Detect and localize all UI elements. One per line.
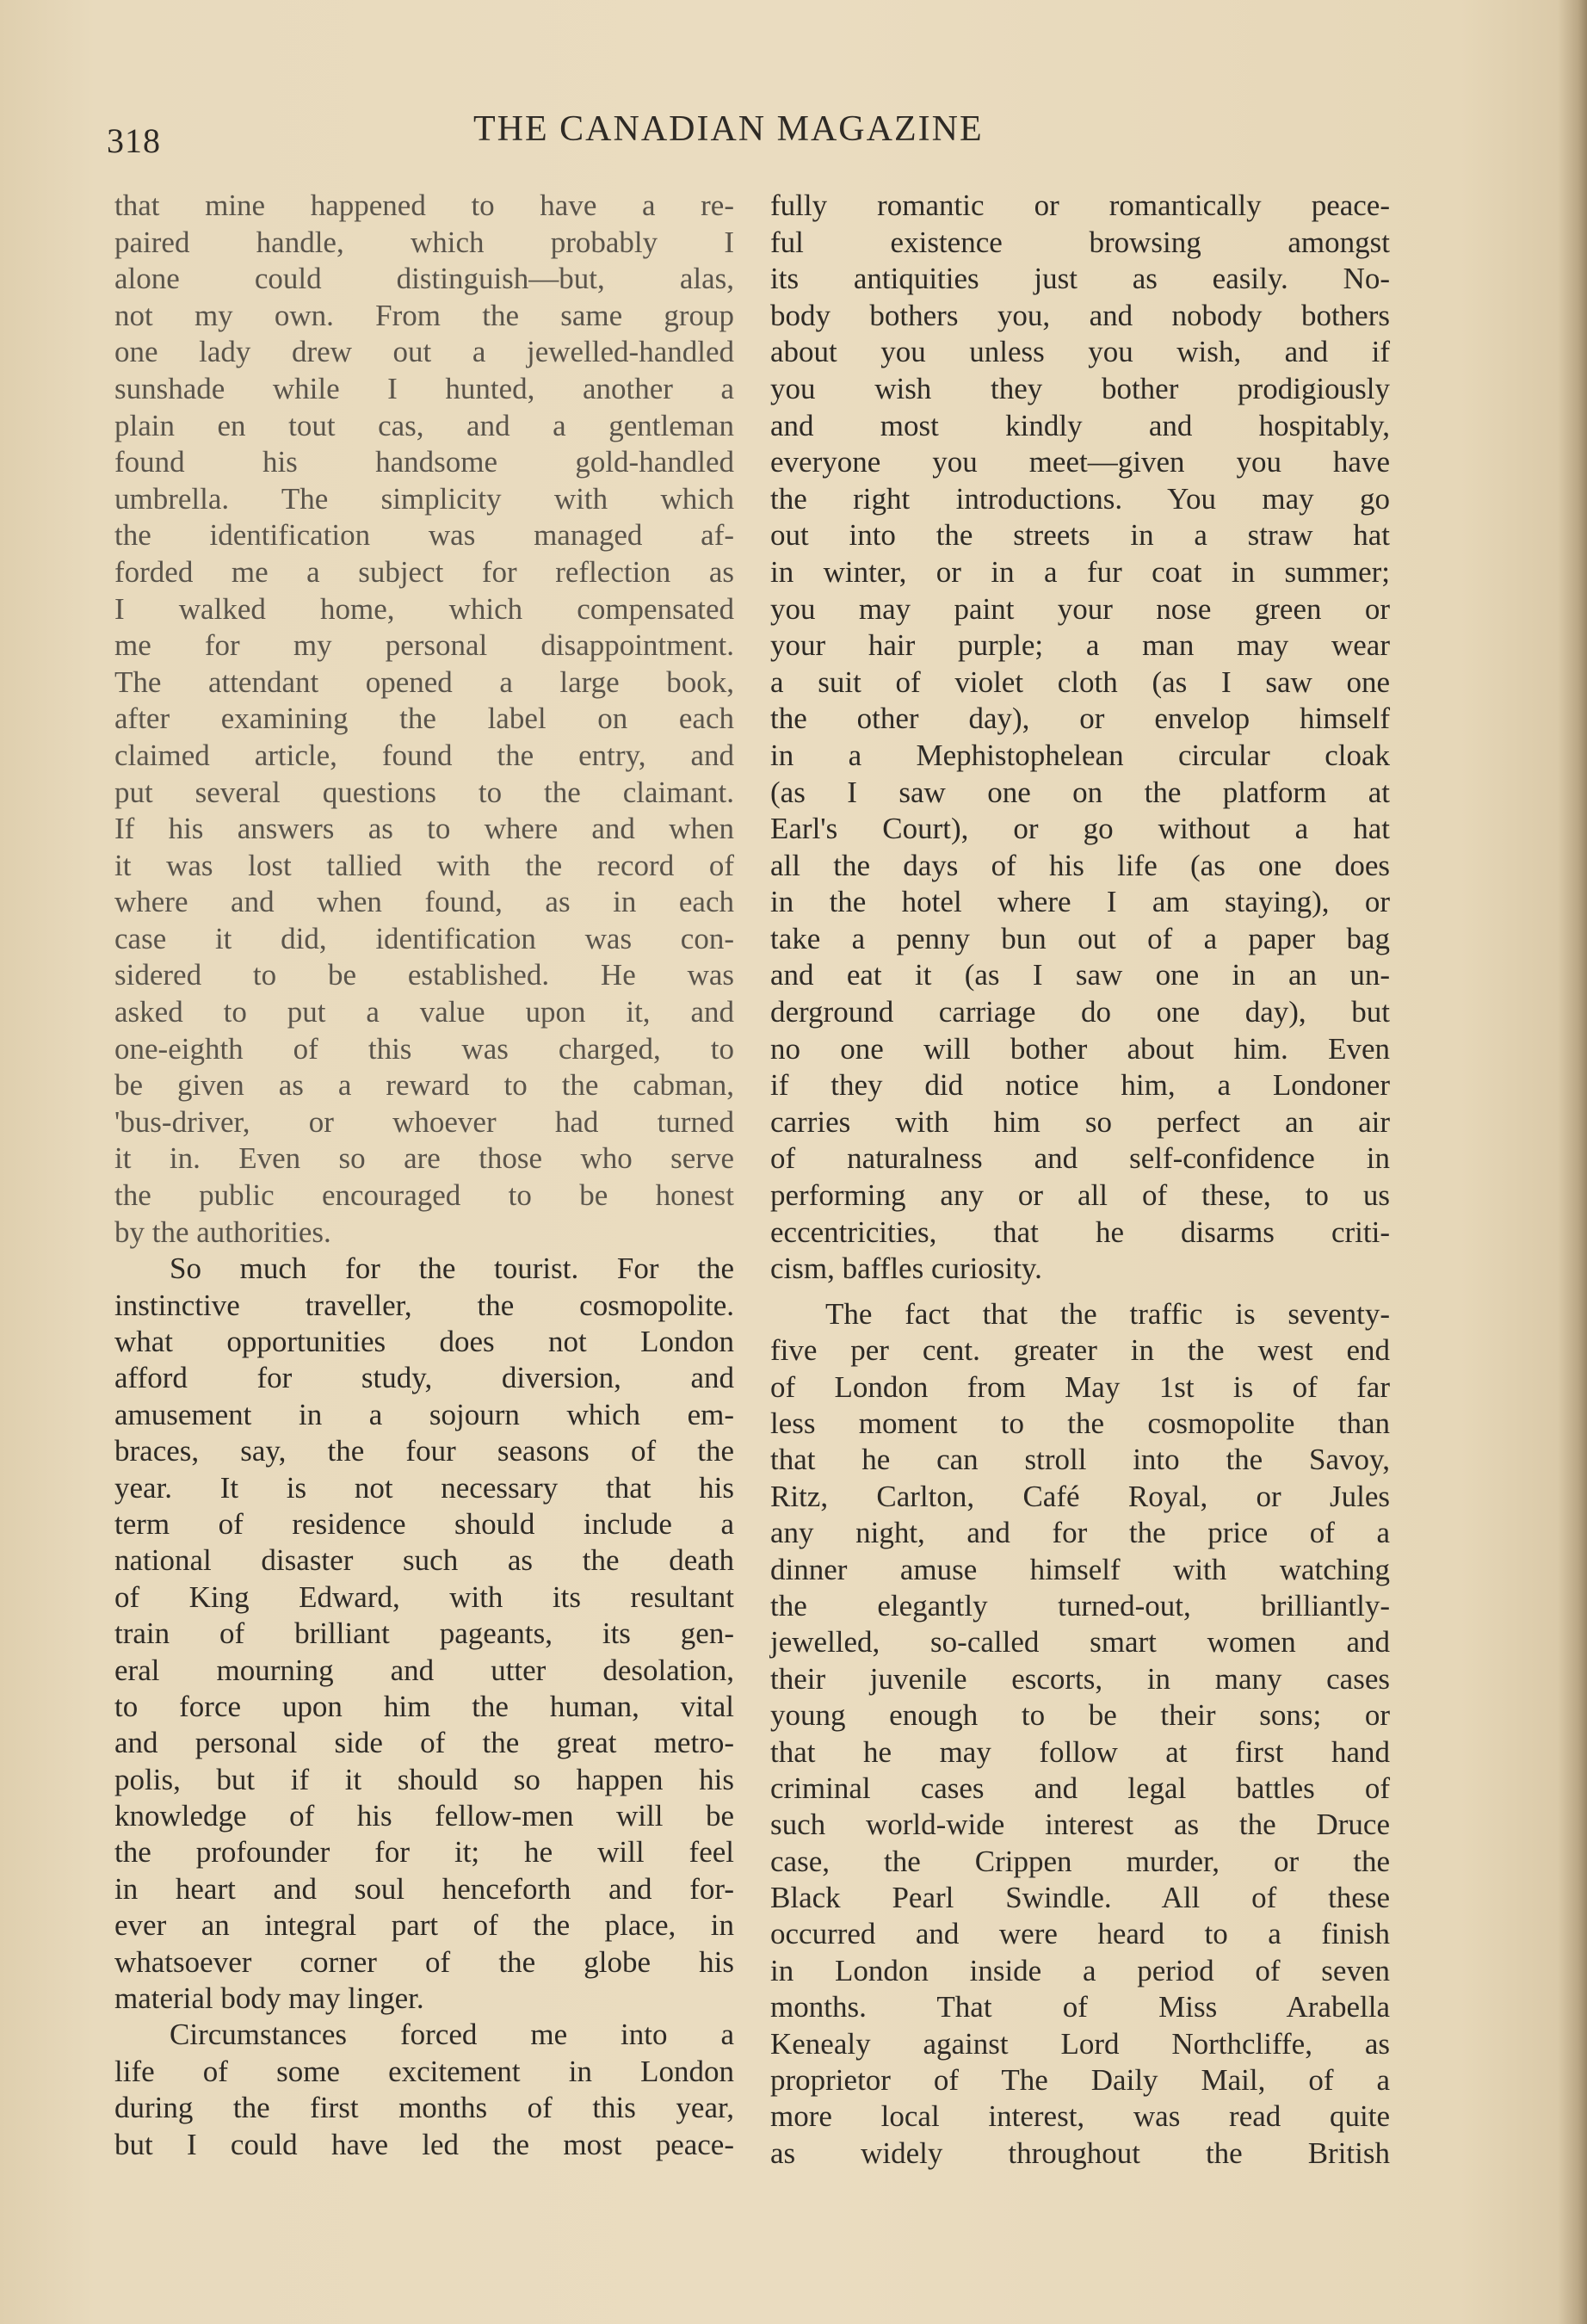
text-line: me for my personal disappointment. bbox=[114, 628, 734, 663]
text-line: instinctive traveller, the cosmopolite. bbox=[114, 1288, 734, 1322]
text-line: braces, say, the four seasons of the bbox=[114, 1434, 734, 1468]
left-paragraph-1 bbox=[114, 188, 734, 1251]
text-line: Earl's Court), or go without a hat bbox=[770, 812, 1390, 846]
text-line: material body may linger. bbox=[114, 1981, 424, 2016]
text-line: national disaster such as the death bbox=[114, 1543, 734, 1578]
text-line: it was lost tallied with the record of bbox=[114, 848, 734, 882]
text-line: you wish they bother prodigiously bbox=[770, 371, 1390, 405]
text-line: five per cent. greater in the west end bbox=[770, 1333, 1390, 1368]
text-line: amusement in a sojourn which em- bbox=[114, 1397, 734, 1431]
text-line: (as I saw one on the platform at bbox=[770, 775, 1390, 809]
text-line: plain en tout cas, and a gentleman bbox=[114, 408, 734, 442]
text-line: case, the Crippen murder, or the bbox=[770, 1844, 1390, 1878]
text-line: body bothers you, and nobody bothers bbox=[770, 298, 1390, 332]
paragraph-gap bbox=[770, 1288, 1390, 1296]
text-line: one lady drew out a jewelled-handled bbox=[114, 335, 734, 369]
text-line: ever an integral part of the place, in bbox=[114, 1908, 734, 1943]
text-line: its antiquities just as easily. No- bbox=[770, 262, 1390, 296]
text-line: any night, and for the price of a bbox=[770, 1516, 1390, 1550]
text-line: knowledge of his fellow-men will be bbox=[114, 1799, 734, 1833]
text-line: of King Edward, with its resultant bbox=[114, 1579, 734, 1614]
text-line: all the days of his life (as one does bbox=[770, 848, 1390, 882]
text-line: of London from May 1st is of far bbox=[770, 1369, 1390, 1404]
text-line: that he can stroll into the Savoy, bbox=[770, 1443, 1390, 1477]
text-line: The attendant opened a large book, bbox=[114, 664, 734, 699]
text-line: Black Pearl Swindle. All of these bbox=[770, 1881, 1390, 1915]
text-line: but I could have led the most peace- bbox=[114, 2127, 734, 2161]
text-line: about you unless you wish, and if bbox=[770, 335, 1390, 369]
page-number: 318 bbox=[107, 121, 161, 160]
text-line: and personal side of the great metro- bbox=[114, 1726, 734, 1760]
text-line: less moment to the cosmopolite than bbox=[770, 1406, 1390, 1440]
text-line: where and when found, as in each bbox=[114, 885, 734, 919]
text-line: a suit of violet cloth (as I saw one bbox=[770, 664, 1390, 699]
text-line: and most kindly and hospitably, bbox=[770, 408, 1390, 442]
text-line: that mine happened to have a re- bbox=[114, 189, 734, 222]
text-line: claimed article, found the entry, and bbox=[114, 738, 734, 772]
text-line: that he may follow at first hand bbox=[770, 1734, 1390, 1769]
left-paragraph-3 bbox=[114, 2017, 734, 2163]
text-line: not my own. From the same group bbox=[114, 298, 734, 332]
text-line: criminal cases and legal battles of bbox=[770, 1771, 1390, 1805]
text-line: occurred and were heard to a finish bbox=[770, 1917, 1390, 1951]
text-line: The fact that the traffic is seventy- bbox=[825, 1296, 1390, 1331]
text-line: out into the streets in a straw hat bbox=[770, 518, 1390, 553]
text-line: to force upon him the human, vital bbox=[114, 1689, 734, 1723]
text-line: if they did notice him, a Londoner bbox=[770, 1068, 1390, 1103]
text-line: forded me a subject for reflection as bbox=[114, 554, 734, 589]
text-line: whatsoever corner of the globe his bbox=[114, 1944, 734, 1979]
text-line: paired handle, which probably I bbox=[114, 225, 734, 259]
text-line: more local interest, was read quite bbox=[770, 2099, 1390, 2134]
left-paragraph-2 bbox=[114, 1251, 734, 2017]
text-line: by the authorities. bbox=[114, 1215, 331, 1249]
text-line: eccentricities, that he disarms criti- bbox=[770, 1215, 1390, 1249]
left-column bbox=[114, 188, 734, 2163]
text-line: their juvenile escorts, in many cases bbox=[770, 1661, 1390, 1696]
text-line: after examining the label on each bbox=[114, 702, 734, 736]
text-line: sidered to be established. He was bbox=[114, 958, 734, 992]
text-line: I walked home, which compensated bbox=[114, 591, 734, 626]
text-line: carries with him so perfect an air bbox=[770, 1104, 1390, 1139]
text-line: jewelled, so-called smart women and bbox=[770, 1625, 1390, 1660]
text-line: So much for the tourist. For the bbox=[170, 1252, 734, 1286]
text-line: everyone you meet—given you have bbox=[770, 445, 1390, 479]
text-line: you may paint your nose green or bbox=[770, 591, 1390, 626]
text-line: one-eighth of this was charged, to bbox=[114, 1031, 734, 1066]
right-paragraph-1 bbox=[770, 188, 1390, 1288]
text-line: found his handsome gold-handled bbox=[114, 445, 734, 479]
text-line: what opportunities does not London bbox=[114, 1325, 734, 1358]
text-line: the profounder for it; he will feel bbox=[114, 1835, 734, 1870]
text-line: take a penny bun out of a paper bag bbox=[770, 921, 1390, 955]
text-line: 'bus-driver, or whoever had turned bbox=[114, 1104, 734, 1139]
text-line: umbrella. The simplicity with which bbox=[114, 481, 734, 516]
running-head: THE CANADIAN MAGAZINE bbox=[473, 109, 984, 149]
text-line: the elegantly turned-out, brilliantly- bbox=[770, 1588, 1390, 1622]
text-line: train of brilliant pageants, its gen- bbox=[114, 1616, 734, 1651]
text-line: during the first months of this year, bbox=[114, 2091, 734, 2125]
text-line: in winter, or in a fur coat in summer; bbox=[770, 554, 1390, 589]
text-line: afford for study, diversion, and bbox=[114, 1361, 734, 1395]
right-paragraph-2 bbox=[770, 1296, 1390, 2172]
text-line: as widely throughout the British bbox=[770, 2135, 1390, 2170]
text-line: the right introductions. You may go bbox=[770, 481, 1390, 516]
text-line: ful existence browsing amongst bbox=[770, 225, 1390, 259]
text-line: Circumstances forced me into a bbox=[170, 2018, 734, 2052]
right-column bbox=[770, 188, 1390, 2172]
text-line: year. It is not necessary that his bbox=[114, 1470, 734, 1505]
text-line: in a Mephistophelean circular cloak bbox=[770, 738, 1390, 772]
text-line: in London inside a period of seven bbox=[770, 1953, 1390, 1987]
text-line: in the hotel where I am staying), or bbox=[770, 885, 1390, 919]
text-line: alone could distinguish—but, alas, bbox=[114, 262, 734, 296]
text-line: put several questions to the claimant. bbox=[114, 775, 734, 809]
text-line: proprietor of The Daily Mail, of a bbox=[770, 2063, 1390, 2098]
text-line: young enough to be their sons; or bbox=[770, 1698, 1390, 1733]
text-line: months. That of Miss Arabella bbox=[770, 1990, 1390, 2024]
text-line: fully romantic or romantically peace- bbox=[770, 189, 1390, 222]
text-line: of naturalness and self-confidence in bbox=[770, 1141, 1390, 1176]
text-line: the public encouraged to be honest bbox=[114, 1178, 734, 1213]
text-line: performing any or all of these, to us bbox=[770, 1178, 1390, 1213]
text-line: asked to put a value upon it, and bbox=[114, 995, 734, 1029]
text-line: be given as a reward to the cabman, bbox=[114, 1068, 734, 1103]
text-line: life of some excitement in London bbox=[114, 2054, 734, 2088]
text-line: the identification was managed af- bbox=[114, 518, 734, 553]
text-line: and eat it (as I saw one in an un- bbox=[770, 958, 1390, 992]
text-line: cism, baffles curiosity. bbox=[770, 1252, 1042, 1286]
text-line: dinner amuse himself with watching bbox=[770, 1552, 1390, 1586]
text-line: If his answers as to where and when bbox=[114, 812, 734, 846]
text-line: your hair purple; a man may wear bbox=[770, 628, 1390, 663]
text-line: no one will bother about him. Even bbox=[770, 1031, 1390, 1066]
text-line: case it did, identification was con- bbox=[114, 921, 734, 955]
page-edge-shadow bbox=[1558, 0, 1587, 2324]
text-line: term of residence should include a bbox=[114, 1506, 734, 1541]
text-line: sunshade while I hunted, another a bbox=[114, 371, 734, 405]
text-line: in heart and soul henceforth and for- bbox=[114, 1871, 734, 1906]
text-line: such world-wide interest as the Druce bbox=[770, 1808, 1390, 1842]
text-line: Ritz, Carlton, Café Royal, or Jules bbox=[770, 1479, 1390, 1513]
text-line: polis, but if it should so happen his bbox=[114, 1762, 734, 1796]
text-line: the other day), or envelop himself bbox=[770, 702, 1390, 736]
text-line: derground carriage do one day), but bbox=[770, 995, 1390, 1029]
text-line: it in. Even so are those who serve bbox=[114, 1141, 734, 1176]
text-line: Kenealy against Lord Northcliffe, as bbox=[770, 2026, 1390, 2061]
text-line: eral mourning and utter desolation, bbox=[114, 1653, 734, 1687]
